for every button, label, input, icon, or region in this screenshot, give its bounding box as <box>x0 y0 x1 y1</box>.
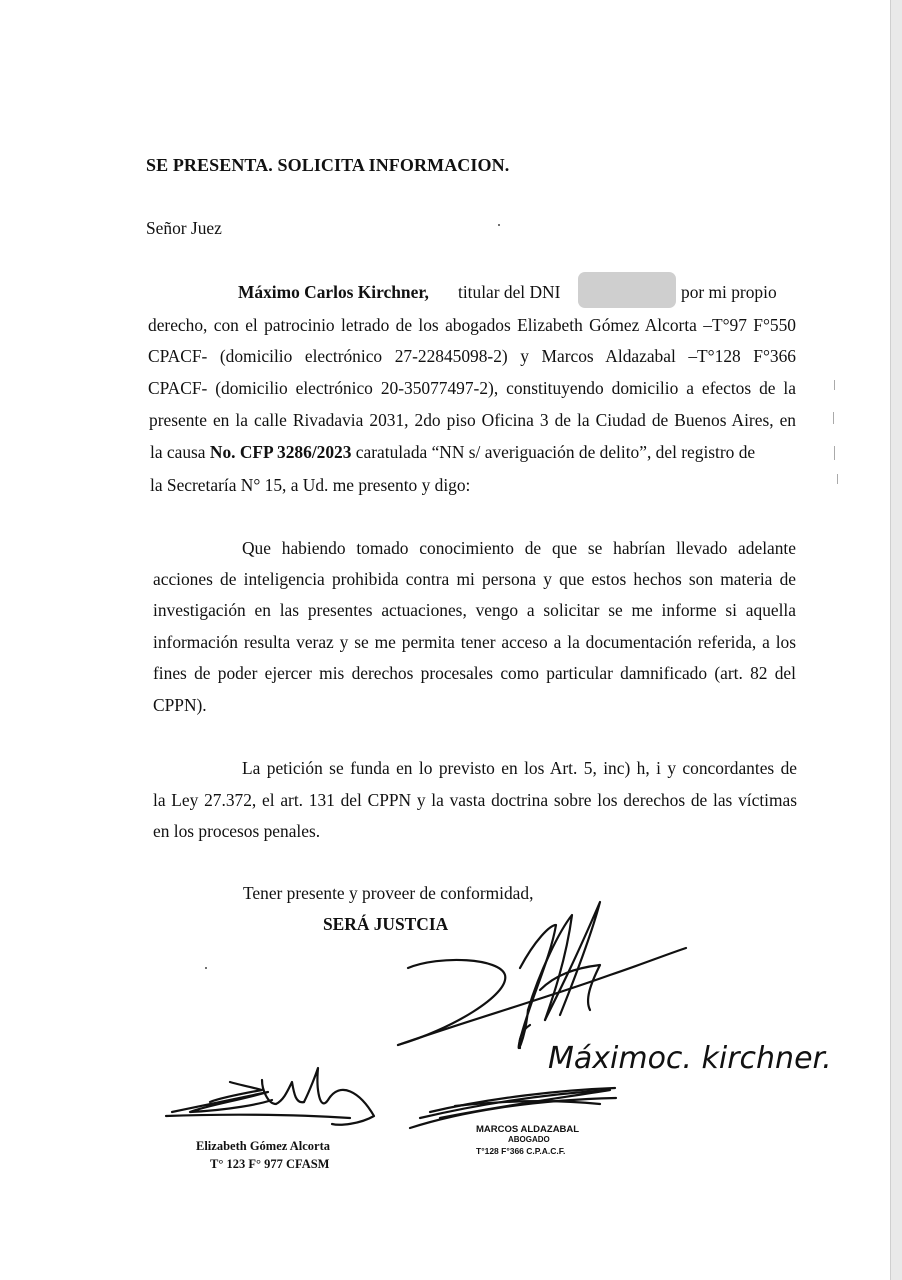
para1-line5: presente en la calle Rivadavia 2031, 2do piso Oficina 3 de la Ciudad de Buenos Aires, en <box>149 410 796 430</box>
para1-line7: la Secretaría N° 15, a Ud. me presento y digo: <box>150 475 471 495</box>
para2-line2: acciones de inteligencia prohibida contra mi persona y que estos hechos son materia de <box>153 569 796 589</box>
aldazabal-signature <box>410 1088 616 1128</box>
para1-line6-b: caratulada “NN s/ averiguación de delito”, del registro de <box>355 442 756 462</box>
para2-line4: información resulta veraz y se me permita tener acceso a la documentación referida, a los <box>153 632 796 652</box>
closing-bold: SERÁ JUSTCIA <box>323 914 449 934</box>
para1-line2: derecho, con el patrocinio letrado de los abogados Elizabeth Gómez Alcorta –T°97 F°550 <box>148 315 796 335</box>
document-title: SE PRESENTA. SOLICITA INFORMACION. <box>146 155 510 175</box>
para3-line2: la Ley 27.372, el art. 131 del CPPN y la vasta doctrina sobre los derechos de las víctimas <box>153 790 797 810</box>
para2-line1: Que habiendo tomado conocimiento de que se habrían llevado adelante <box>242 538 796 558</box>
scan-tick <box>833 412 834 424</box>
para3-line1: La petición se funda en lo previsto en los Art. 5, inc) h, i y concordantes de <box>242 758 797 778</box>
gomez-alcorta-signature <box>166 1068 374 1125</box>
marcos-reg-text: T°128 F°366 C.P.A.C.F. <box>476 1146 566 1156</box>
kirchner-signature <box>398 902 686 1048</box>
salutation: Señor Juez <box>146 218 222 238</box>
para3-line3: en los procesos penales. <box>153 821 321 841</box>
page-edge <box>890 0 902 1280</box>
elizabeth-reg-text: T° 123 F° 977 CFASM <box>210 1157 330 1171</box>
petitioner-name: Máximo Carlos Kirchner, <box>238 282 429 302</box>
scan-tick <box>834 380 835 390</box>
scan-tick <box>834 446 835 460</box>
closing-phrase: Tener presente y proveer de conformidad, <box>243 883 534 903</box>
para1-line1-dni-label: titular del DNI <box>458 282 561 302</box>
para1-line1-end: por mi propio <box>681 282 777 302</box>
marcos-name-text: MARCOS ALDAZABAL <box>476 1124 580 1135</box>
para1-line4: CPACF- (domicilio electrónico 20-35077497-2), constituyendo domicilio a efectos de la <box>148 378 796 398</box>
para1-line6-a: la causa <box>150 442 206 462</box>
case-number: No. CFP 3286/2023 <box>209 442 352 462</box>
para1-line3: CPACF- (domicilio electrónico 27-22845098-2) y Marcos Aldazabal –T°128 F°366 <box>148 346 796 366</box>
scan-speck <box>205 967 207 969</box>
para2-line5: fines de poder ejercer mis derechos procesales como particular damnificado (art. 82 del <box>153 663 796 683</box>
para2-line3: investigación en las presentes actuaciones, vengo a solicitar se me informe si aquella <box>153 600 796 620</box>
kirchner-handwritten-name: Máximoc. kirchner. <box>548 1041 832 1076</box>
scan-speck <box>498 224 500 226</box>
elizabeth-name-text: Elizabeth Gómez Alcorta <box>196 1139 330 1153</box>
marcos-title-text: ABOGADO <box>508 1135 550 1144</box>
scan-tick <box>837 474 838 484</box>
para2-line6: CPPN). <box>153 695 207 715</box>
